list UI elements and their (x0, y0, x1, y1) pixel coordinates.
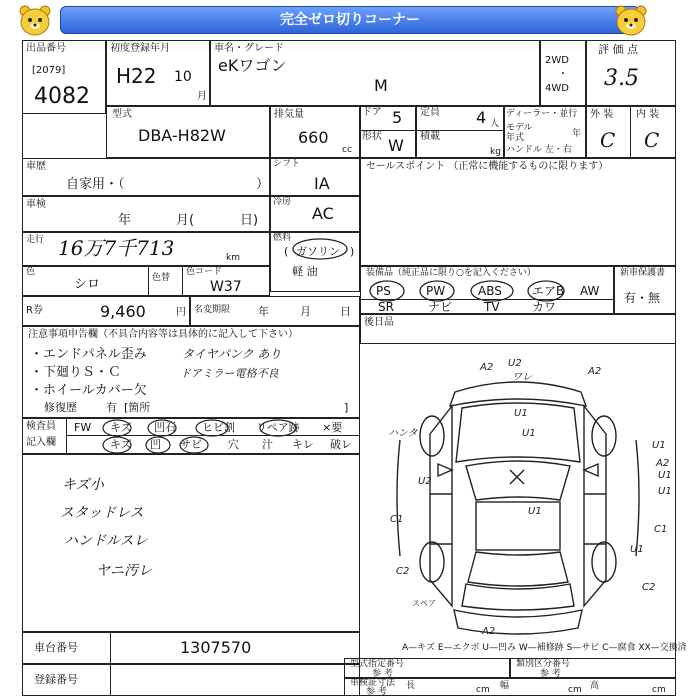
fuel-label: 燃料 (273, 233, 292, 243)
registration-era: H22 (116, 64, 157, 88)
repair-label: 修復歴 (44, 401, 77, 414)
inspector-crack: ヒビ割 (202, 421, 235, 434)
mark-c2-right-rear: C2 (642, 582, 656, 593)
mark-u2-left: U2 (418, 476, 432, 487)
load-label: 積載 (420, 131, 440, 142)
mark-a2-rear: A2 (482, 626, 496, 637)
inspector-needed: ×要 (322, 421, 343, 434)
chassis-label: 車台番号 (34, 641, 78, 654)
fuel-selected-circle (290, 236, 350, 262)
size-long: 長 (406, 681, 416, 691)
color-code-value: W37 (210, 279, 242, 295)
inspector-note-2: スタッドレス (60, 505, 144, 521)
interior-grade: C (644, 128, 660, 152)
corner-banner: 完全ゼロ切りコーナー (60, 6, 640, 34)
fuel-paren-open: ( (284, 245, 289, 258)
mileage-unit: km (226, 253, 240, 263)
inspector-note-1: キズ小 (62, 477, 104, 493)
warranty-value: 有・無 (624, 291, 661, 305)
mark-u1-right-front: U1 (652, 440, 666, 451)
repair-close: ] (344, 401, 349, 414)
notes-label: 注意事項申告欄（不具合内容等は具体的に記入して下さい） (28, 329, 298, 340)
sales-point-label: セールスポイント （正常に機能するものに限ります） (366, 161, 609, 172)
inspector-note-4: ヤニ汚レ (96, 563, 152, 579)
history-label: 車歴 (26, 161, 46, 172)
inspector-stone: 凹石 (154, 421, 176, 434)
inspector-scratch-2: キズ (110, 438, 132, 451)
diagram-legend: A—キズ E—エクボ U—凹み W—補修跡 S—サビ C—腐食 XX—交換済 (402, 643, 687, 653)
mark-a2-front-right: A2 (588, 366, 602, 377)
mark-a2-front-left: A2 (480, 362, 494, 373)
history-value: 自家用・（ (66, 177, 125, 192)
inspector-fw: FW (74, 421, 92, 434)
registration-label: 初度登録年月 (110, 43, 170, 54)
mark-u1-right-door: U1 (658, 470, 672, 481)
lot-sub: [2079] (32, 65, 66, 76)
type-number-label: 型式指定番号 (350, 659, 405, 669)
score-label: 評 価 点 (598, 43, 638, 56)
door-label: ドア (362, 107, 382, 118)
registration-month-unit: 月 (197, 91, 207, 102)
warranty-label: 新車保護書 (620, 268, 666, 278)
size-height-unit: cm (652, 685, 666, 695)
displacement-value: 660 (298, 128, 329, 147)
class-number-ref: 参 考 (540, 669, 561, 679)
sales-point-cell (360, 158, 676, 266)
shift-label: シフト (273, 159, 301, 169)
inspector-rust: サビ (180, 438, 202, 451)
inspector-repair: リペア跡 (256, 421, 300, 434)
lot-number: 4082 (34, 84, 90, 109)
shift-value: IA (314, 174, 330, 193)
inspection-year: 年 (118, 213, 132, 228)
inspector-label-2: 記入欄 (26, 437, 56, 448)
notes-handwritten-2: ドアミラー電格不良 (180, 367, 279, 380)
car-damage-diagram (360, 344, 676, 644)
exterior-grade: C (600, 128, 616, 152)
shape-label: 形状 (362, 131, 382, 142)
name-change-label: 名変期限 (194, 305, 231, 315)
mark-u1-roof: U1 (528, 506, 542, 517)
car-name-label: 車名・グレード (214, 43, 284, 54)
name-change-day: 日 (340, 305, 351, 318)
recycle-label: R券 (26, 305, 43, 316)
equipment-pw: PW (426, 284, 446, 298)
inspector-notes-area (22, 454, 360, 632)
year-unit: 年 (572, 129, 582, 139)
capacity-label: 定員 (420, 107, 440, 118)
mileage-label: 走行 (26, 235, 45, 245)
size-height: 高 (590, 681, 600, 691)
inspector-hole: 穴 (228, 438, 239, 451)
car-outline (397, 382, 639, 634)
mascot-bear-left-icon (16, 4, 54, 38)
lot-label: 出品番号 (26, 43, 66, 54)
size-long-unit: cm (476, 685, 490, 695)
color-code-divider (182, 266, 183, 296)
fuel-gasoline: ガソリン (296, 245, 340, 258)
equipment-leather: カワ (532, 300, 557, 314)
rear-seat-cell (360, 314, 676, 344)
inspection-day: 日) (240, 213, 259, 228)
aircon-label: 冷房 (273, 197, 292, 207)
drive-2wd: 2WD (545, 55, 569, 66)
mark-a2-right: A2 (656, 458, 670, 469)
exterior-label: 外 装 (590, 109, 614, 120)
size-width-unit: cm (568, 685, 582, 695)
mark-spare: スペア (412, 599, 436, 608)
mark-u1-windshield: U1 (522, 428, 536, 439)
mascot-bear-right-icon (612, 4, 650, 38)
size-ref: 参 考 (366, 687, 387, 697)
size-width: 幅 (500, 681, 510, 691)
inspector-rip: 破レ (330, 438, 352, 451)
inspection-cell (22, 196, 270, 232)
color-value: シロ (74, 277, 101, 292)
inspector-note-3: ハンドルスレ (64, 533, 148, 549)
history-cell (22, 158, 270, 196)
mark-c1-left: C1 (390, 514, 404, 525)
equipment-tv: TV (484, 300, 500, 314)
ext-int-divider (630, 106, 631, 158)
repair-place: [箇所 (124, 401, 151, 414)
dealer-label: ディーラー・並行 (506, 109, 578, 119)
rear-seat-label: 後日品 (364, 317, 394, 328)
notes-handwritten-1: タイヤパンク あり (182, 347, 282, 361)
color-label: 色 (26, 267, 36, 277)
drive-4wd: 4WD (545, 83, 569, 94)
notes-line-1: ・エンドパネル歪み (30, 347, 147, 362)
door-value: 5 (392, 108, 403, 127)
capacity-value: 4 (476, 108, 487, 127)
equipment-navi: ナビ (428, 300, 453, 314)
name-change-month: 月 (300, 305, 311, 318)
cross-mark (510, 470, 524, 484)
mark-crack-front: ワレ (512, 372, 532, 383)
inspector-divider (66, 418, 67, 454)
displacement-unit: cc (342, 145, 352, 155)
history-close: ） (256, 177, 270, 192)
inspector-stain: 汁 (262, 438, 273, 451)
fuel-paren-close: ) (350, 245, 355, 258)
inspection-month: 月( (176, 213, 195, 228)
model-year-label: モデル (506, 123, 533, 133)
recycle-unit: 円 (176, 307, 186, 318)
handle-label: ハンドル 左・右 (506, 145, 572, 155)
equipment-label: 装備品（純正品に限り○を記入ください） (366, 268, 536, 278)
chassis-number: 1307570 (180, 638, 252, 657)
shape-value: W (388, 136, 404, 155)
inspection-label: 車検 (26, 199, 46, 210)
size-label: 車検証寸法 (350, 678, 396, 688)
mark-u1-right-rear: U1 (658, 486, 672, 497)
model-value: DBA-H82W (138, 126, 226, 145)
color-divider (148, 266, 149, 296)
mark-u1-rear-right: U1 (630, 544, 644, 555)
name-change-year: 年 (258, 305, 269, 318)
mark-c2-left-rear: C2 (396, 566, 410, 577)
inspector-circles (100, 418, 360, 454)
color-change-label: 色替 (152, 273, 171, 283)
recycle-value: 9,460 (100, 302, 146, 321)
mark-panel-left: ハンタ (388, 428, 418, 439)
load-unit: kg (490, 147, 501, 157)
mileage-value: 16万7千713 (58, 236, 175, 260)
score-value: 3.5 (604, 66, 639, 91)
repair-value: 有 (106, 401, 117, 414)
interior-label: 内 装 (636, 109, 660, 120)
mark-c1-right: C1 (654, 524, 668, 535)
equipment-aw: AW (580, 284, 600, 298)
drive-separator: ・ (558, 69, 568, 80)
car-name: eKワゴン (218, 56, 287, 75)
mark-u2-front: U2 (508, 358, 522, 369)
class-number-label: 類別区分番号 (516, 659, 571, 669)
type-number-ref: 参 考 (372, 669, 393, 679)
car-grade: M (374, 76, 388, 95)
plate-label: 登録番号 (34, 673, 78, 686)
notes-line-3: ・ホイールカバー欠 (30, 383, 147, 398)
aircon-value: AC (312, 204, 334, 223)
inspector-label-1: 検査員 (26, 421, 56, 432)
notes-line-2: ・下廻りＳ・Ｃ (30, 365, 122, 380)
inspector-tear: キレ (292, 438, 314, 451)
inspector-scratch: キズ (110, 421, 132, 434)
displacement-label: 排気量 (274, 109, 304, 120)
registration-month: 10 (174, 69, 192, 85)
year-label: 年式 (506, 133, 525, 143)
equipment-abs: ABS (478, 284, 502, 298)
fuel-diesel: 軽 油 (292, 265, 318, 278)
equipment-sr: SR (378, 300, 394, 314)
capacity-unit: 人 (490, 119, 500, 129)
equipment-ps: PS (376, 284, 391, 298)
color-code-label: 色コード (186, 267, 223, 277)
mark-u1-hood: U1 (514, 408, 528, 419)
inspector-dent: 凹 (150, 438, 161, 451)
model-label: 型式 (112, 109, 132, 120)
equipment-airbag: エアB (532, 284, 565, 298)
